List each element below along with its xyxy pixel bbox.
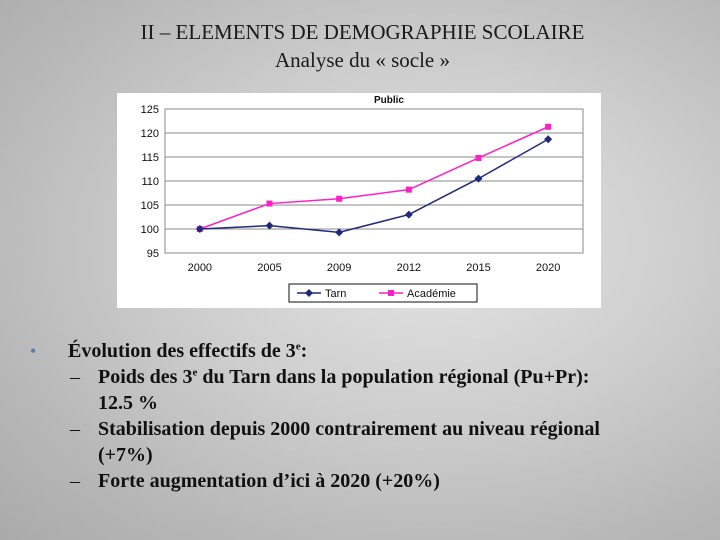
y-tick-label: 125	[140, 104, 159, 116]
dash-icon: –	[70, 366, 80, 388]
data-point	[406, 187, 412, 193]
bullet-main	[30, 338, 710, 364]
chart-panel	[117, 93, 601, 308]
y-tick-label: 115	[141, 152, 159, 164]
dash-icon: –	[70, 418, 80, 440]
legend-label: Tarn	[325, 288, 347, 300]
x-tick-label: 2012	[396, 262, 422, 274]
y-tick-label: 120	[140, 128, 159, 140]
sub2-line2: (+7%)	[98, 444, 153, 466]
title-line-2: Analyse du « socle »	[275, 48, 450, 72]
sub-bullet-stabilisation	[30, 416, 710, 468]
bullet-icon: •	[30, 341, 37, 361]
chart-title: Public	[373, 95, 405, 106]
x-tick-label: 2000	[187, 262, 213, 274]
data-point	[336, 196, 342, 202]
data-point	[267, 201, 273, 207]
y-tick-label: 95	[146, 248, 159, 260]
sub-bullet-augmentation	[30, 468, 710, 494]
x-tick-label: 2020	[535, 262, 561, 274]
data-point	[545, 124, 551, 130]
slide-title	[0, 18, 720, 74]
sub-bullet-weight	[30, 364, 710, 416]
bullet-main-text: Évolution des effectifs de 3	[68, 340, 296, 362]
sub2-line1: Stabilisation depuis 2000 contrairement au niveau régional	[98, 418, 600, 440]
x-tick-label: 2015	[466, 262, 491, 274]
bullet-list	[30, 338, 710, 494]
dash-icon: –	[70, 470, 80, 492]
bullet-main-sup: e	[295, 340, 301, 353]
y-tick-label: 110	[141, 176, 159, 188]
bullet-main-suffix: :	[300, 340, 308, 362]
legend-marker	[388, 290, 394, 296]
sub1-line2: 12.5 %	[98, 392, 158, 414]
x-tick-label: 2009	[326, 262, 352, 274]
y-tick-label: 100	[140, 224, 159, 236]
title-line-1: II – ELEMENTS DE DEMOGRAPHIE SCOLAIRE	[140, 20, 585, 44]
sub1-sup: e	[192, 366, 198, 379]
x-tick-label: 2005	[257, 262, 282, 274]
sub1-suffix: du Tarn dans la population régional (Pu+Pr):	[197, 366, 590, 388]
legend-label: Académie	[407, 288, 456, 300]
line-chart	[117, 93, 601, 308]
sub1-prefix: Poids des 3	[98, 366, 193, 388]
sub3-line1: Forte augmentation d’ici à 2020 (+20%)	[98, 470, 440, 492]
y-tick-label: 105	[140, 200, 159, 212]
data-point	[476, 155, 482, 161]
